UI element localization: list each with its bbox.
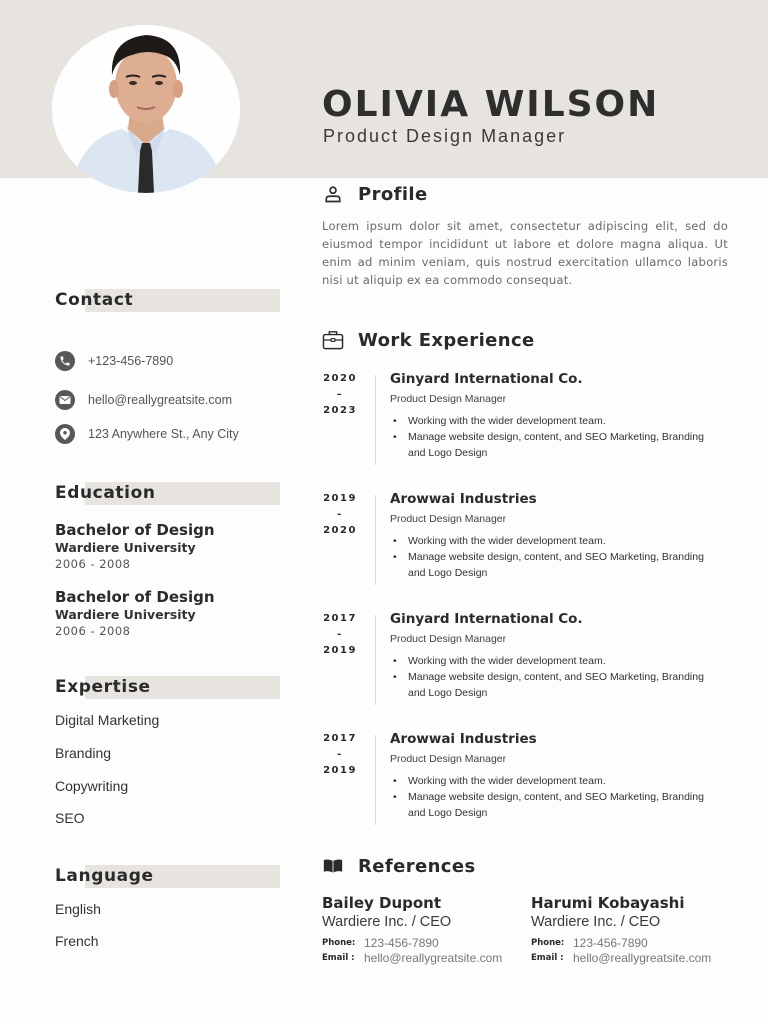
job-entry [322, 731, 722, 835]
reference-position: Wardiere Inc. / CEO [322, 914, 452, 930]
contact-address [55, 424, 239, 444]
work-experience-heading [322, 329, 535, 351]
timeline-divider [375, 735, 376, 825]
phone-label: Phone: [531, 938, 565, 948]
expertise-item: Branding [55, 745, 112, 761]
start-year: 2017 [323, 733, 357, 744]
bullet-item: • Working with the wider development team. [408, 653, 718, 669]
date-separator: – [336, 389, 344, 400]
email-value: hello@reallygreatsite.com [573, 951, 712, 965]
company-name: Arowwai Industries [390, 731, 537, 747]
reference-phone [531, 936, 741, 951]
reference-phone [322, 936, 532, 951]
language-item: English [55, 901, 101, 917]
expertise-item: SEO [55, 810, 85, 826]
company-name: Arowwai Industries [390, 491, 537, 507]
references-heading-text: References [358, 855, 476, 877]
education-item [55, 521, 215, 572]
expertise-item: Copywriting [55, 778, 129, 794]
bullet-item: • Manage website design, content, and SEO Marketing, Branding and Logo Design [408, 669, 718, 701]
date-separator: - [337, 629, 343, 640]
job-entry [322, 491, 722, 595]
date-separator: - [337, 509, 343, 520]
job-role: Product Design Manager [390, 753, 507, 765]
profile-text: Lorem ipsum dolor sit amet, consectetur adipiscing elit, sed do eiusmod tempor incididunt ut labore et dolore magna aliqua. Ut enim ad minim veniam, quis nostrud exercitation ullamco laboris nisi ut aliquip ex ea commodo consequat. [322, 219, 728, 287]
job-dates [322, 491, 358, 539]
job-dates [322, 371, 358, 419]
reference-position: Wardiere Inc. / CEO [531, 914, 661, 930]
years: 2006 - 2008 [55, 557, 131, 571]
profile-heading-text: Profile [358, 183, 428, 205]
phone-value: 123-456-7890 [573, 936, 648, 950]
expertise-heading [55, 676, 280, 699]
email-value: hello@reallygreatsite.com [364, 951, 503, 965]
degree: Bachelor of Design [55, 588, 215, 606]
end-year: 2019 [323, 765, 357, 776]
references-heading [322, 855, 476, 877]
contact-heading [55, 289, 280, 312]
profile-heading [322, 183, 428, 205]
education-item [55, 588, 215, 639]
job-dates [322, 611, 358, 659]
language-item: French [55, 933, 99, 949]
job-bullets [408, 413, 718, 461]
expertise-heading-text: Expertise [55, 677, 151, 697]
bullet-item: • Working with the wider development team. [408, 413, 718, 429]
reference-card [531, 894, 741, 966]
person-icon [322, 183, 344, 205]
phone-icon [55, 351, 75, 371]
timeline-divider [375, 495, 376, 585]
phone-text: +123-456-7890 [88, 354, 174, 368]
company-name: Ginyard International Co. [390, 611, 583, 627]
job-role: Product Design Manager [390, 393, 507, 405]
bullet-item: • Working with the wider development team. [408, 773, 718, 789]
book-icon [322, 855, 344, 877]
phone-value: 123-456-7890 [364, 936, 439, 950]
job-bullets [408, 653, 718, 701]
company-name: Ginyard International Co. [390, 371, 583, 387]
reference-name: Harumi Kobayashi [531, 894, 685, 912]
portrait-image [52, 25, 240, 193]
degree: Bachelor of Design [55, 521, 215, 539]
briefcase-icon [322, 329, 344, 351]
language-heading [55, 865, 280, 888]
language-heading-text: Language [55, 866, 154, 886]
email-icon [55, 390, 75, 410]
email-label: Email : [531, 953, 564, 963]
start-year: 2020 [323, 373, 357, 384]
date-separator: - [337, 749, 343, 760]
reference-card [322, 894, 532, 966]
reference-name: Bailey Dupont [322, 894, 442, 912]
job-entry [322, 371, 722, 475]
timeline-divider [375, 375, 376, 465]
bullet-item: • Manage website design, content, and SEO Marketing, Branding and Logo Design [408, 789, 718, 821]
start-year: 2019 [323, 493, 357, 504]
years: 2006 - 2008 [55, 624, 131, 638]
reference-email [322, 951, 532, 966]
phone-label: Phone: [322, 938, 356, 948]
candidate-name: OLIVIA WILSON [322, 84, 660, 125]
reference-email [531, 951, 741, 966]
school: Wardiere University [55, 540, 196, 555]
address-text: 123 Anywhere St., Any City [88, 427, 239, 441]
start-year: 2017 [323, 613, 357, 624]
end-year: 2019 [323, 645, 357, 656]
work-experience-heading-text: Work Experience [358, 329, 535, 351]
end-year: 2023 [323, 405, 357, 416]
bullet-item: • Manage website design, content, and SEO Marketing, Branding and Logo Design [408, 549, 718, 581]
bullet-item: • Working with the wider development team. [408, 533, 718, 549]
job-role: Product Design Manager [390, 513, 507, 525]
education-heading-text: Education [55, 483, 156, 503]
job-dates [322, 731, 358, 779]
email-label: Email : [322, 953, 355, 963]
school: Wardiere University [55, 607, 196, 622]
job-role: Product Design Manager [390, 633, 507, 645]
expertise-item: Digital Marketing [55, 712, 160, 728]
timeline-divider [375, 615, 376, 705]
contact-heading-text: Contact [55, 290, 134, 310]
contact-email [55, 390, 232, 410]
location-pin-icon [55, 424, 75, 444]
contact-phone [55, 351, 173, 371]
candidate-title: Product Design Manager [323, 126, 567, 146]
job-entry [322, 611, 722, 715]
education-heading [55, 482, 280, 505]
bullet-item: • Manage website design, content, and SEO Marketing, Branding and Logo Design [408, 429, 718, 461]
email-text: hello@reallygreatsite.com [88, 393, 233, 407]
end-year: 2020 [323, 525, 357, 536]
profile-photo [52, 25, 240, 193]
job-bullets [408, 773, 718, 821]
job-bullets [408, 533, 718, 581]
